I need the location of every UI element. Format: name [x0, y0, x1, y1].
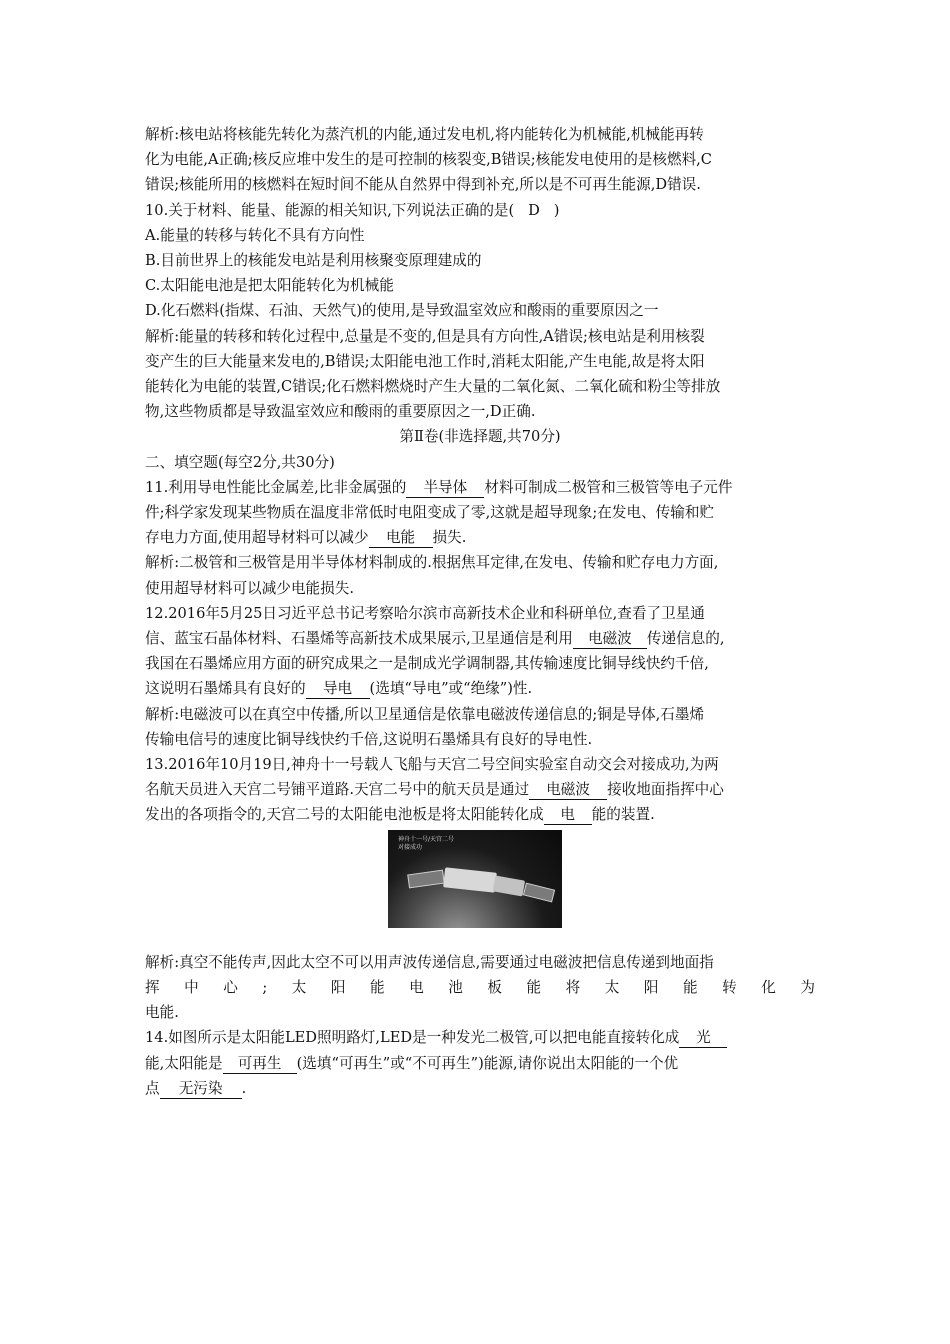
answer-11-1: 半导体: [406, 479, 484, 498]
answer-13-2: 电: [544, 806, 592, 825]
explanation-10-line-3: 能转化为电能的装置,C错误;化石燃料燃烧时产生大量的二氧化氮、二氧化硫和粉尘等排放: [145, 378, 721, 396]
explanation-13-line-3: 电能.: [145, 1004, 179, 1022]
question-13-line-1: 13.2016年10月19日,神舟十一号载人飞船与天宫二号空间实验室自动交会对接成功,为两: [145, 756, 719, 774]
section-2-heading: 二、填空题(每空2分,共30分): [145, 453, 335, 471]
explanation-10-line-2: 变产生的巨大能量来发电的,B错误;太阳能电池工作时,消耗太阳能,产生电能,故是将太阳: [145, 352, 705, 370]
question-14-line-1: 14.如图所示是太阳能LED照明路灯,LED是一种发光二极管,可以把电能直接转化成 光: [145, 1025, 815, 1050]
shenzhou-body-shape: [493, 875, 525, 896]
answer-12-1: 电磁波: [573, 630, 647, 649]
answer-10: D: [528, 201, 540, 219]
option-d: D.化石燃料(指煤、石油、天然气)的使用,是导致温室效应和酸雨的重要原因之一: [145, 302, 659, 320]
explanation-13-line-1: 解析:真空不能传声,因此太空不可以用声波传递信息,需要通过电磁波把信息传递到地面指: [145, 953, 714, 971]
question-12-line-3: 我国在石墨烯应用方面的研究成果之一是制成光学调制器,其传输速度比铜导线快约千倍,: [145, 655, 709, 673]
explanation-11-line-2: 使用超导材料可以减少电能损失.: [145, 579, 354, 597]
explanation-12-line-2: 传输电信号的速度比铜导线快约千倍,这说明石墨烯具有良好的导电性.: [145, 730, 593, 748]
question-10: 10.关于材料、能量、能源的相关知识,下列说法正确的是( D ): [145, 201, 560, 219]
explanation-10-line-4: 物,这些物质都是导致温室效应和酸雨的重要原因之一,D正确.: [145, 403, 536, 421]
question-11-line-1: 11.利用导电性能比金属差,比非金属强的 半导体 材料可制成二极管和三极管等电子元件: [145, 478, 733, 496]
explanation-13-line-2: 挥中心;太阳能电池板能将太阳能转化为: [145, 978, 815, 996]
document-page: [145, 122, 815, 1101]
figure-caption: 神舟十一号/天宫二号 对接成功: [398, 835, 455, 851]
explanation-12-line-1: 解析:电磁波可以在真空中传播,所以卫星通信是依靠电磁波传递信息的;铜是导体,石墨烯: [145, 705, 705, 723]
question-11-line-3: 存电力方面,使用超导材料可以减少 电能 损失.: [145, 529, 467, 547]
answer-13-1: 电磁波: [529, 781, 607, 800]
solar-panel-left-shape: [407, 869, 445, 888]
answer-14-1: 光: [679, 1029, 727, 1048]
question-12-line-1: 12.2016年5月25日习近平总书记考察哈尔滨市高新技术企业和科研单位,查看了卫星通: [145, 604, 705, 622]
part-2-heading: 第Ⅱ卷(非选择题,共70分): [399, 428, 561, 446]
solar-panel-right-shape: [523, 882, 555, 902]
option-c: C.太阳能电池是把太阳能转化为机械能: [145, 277, 394, 295]
option-a: A.能量的转移与转化不具有方向性: [145, 226, 365, 244]
explanation-9-line-3: 错误;核能所用的核燃料在短时间不能从自然界中得到补充,所以是不可再生能源,D错误.: [145, 176, 701, 194]
question-13-line-3: 发出的各项指令的,天宫二号的太阳能电池板是将太阳能转化成 电 能的装置.: [145, 806, 655, 824]
question-14-line-3: 点 无污染 .: [145, 1079, 247, 1097]
explanation-9-line-1: 解析:核电站将核能先转化为蒸汽机的内能,通过发电机,将内能转化为机械能,机械能再转: [145, 126, 704, 143]
question-12-line-2: 信、蓝宝石晶体材料、石墨烯等高新技术成果展示,卫星通信是利用 电磁波 传递信息的,: [145, 630, 725, 648]
question-11-line-2: 件;科学家发现某些物质在温度非常低时电阻变成了零,这就是超导现象;在发电、传输和贮: [145, 504, 715, 522]
explanation-9-line-2: 化为电能,A正确;核反应堆中发生的是可控制的核裂变,B错误;核能发电使用的是核燃料,C: [145, 151, 712, 169]
tiangong-body-shape: [443, 867, 497, 892]
answer-12-2: 导电: [306, 680, 370, 699]
spacecraft-docking-image: [388, 830, 562, 928]
answer-11-2: 电能: [369, 529, 433, 548]
option-b: B.目前世界上的核能发电站是利用核聚变原理建成的: [145, 252, 482, 270]
answer-14-3: 无污染: [160, 1080, 242, 1099]
question-12-line-4: 这说明石墨烯具有良好的 导电 (选填“导电”或“绝缘”)性.: [145, 680, 533, 698]
question-13-line-2: 名航天员进入天宫二号铺平道路.天宫二号中的航天员是通过 电磁波 接收地面指挥中心: [145, 781, 724, 799]
answer-14-2: 可再生: [223, 1055, 297, 1074]
explanation-10-line-1: 解析:能量的转移和转化过程中,总量是不变的,但是具有方向性,A错误;核电站是利用核裂: [145, 327, 705, 345]
explanation-11-line-1: 解析:二极管和三极管是用半导体材料制成的.根据焦耳定律,在发电、传输和贮存电力方面,: [145, 554, 719, 572]
spacer: [145, 928, 815, 950]
question-14-line-2: 能,太阳能是 可再生 (选填“可再生”或“不可再生”)能源,请你说出太阳能的一个优: [145, 1054, 679, 1072]
